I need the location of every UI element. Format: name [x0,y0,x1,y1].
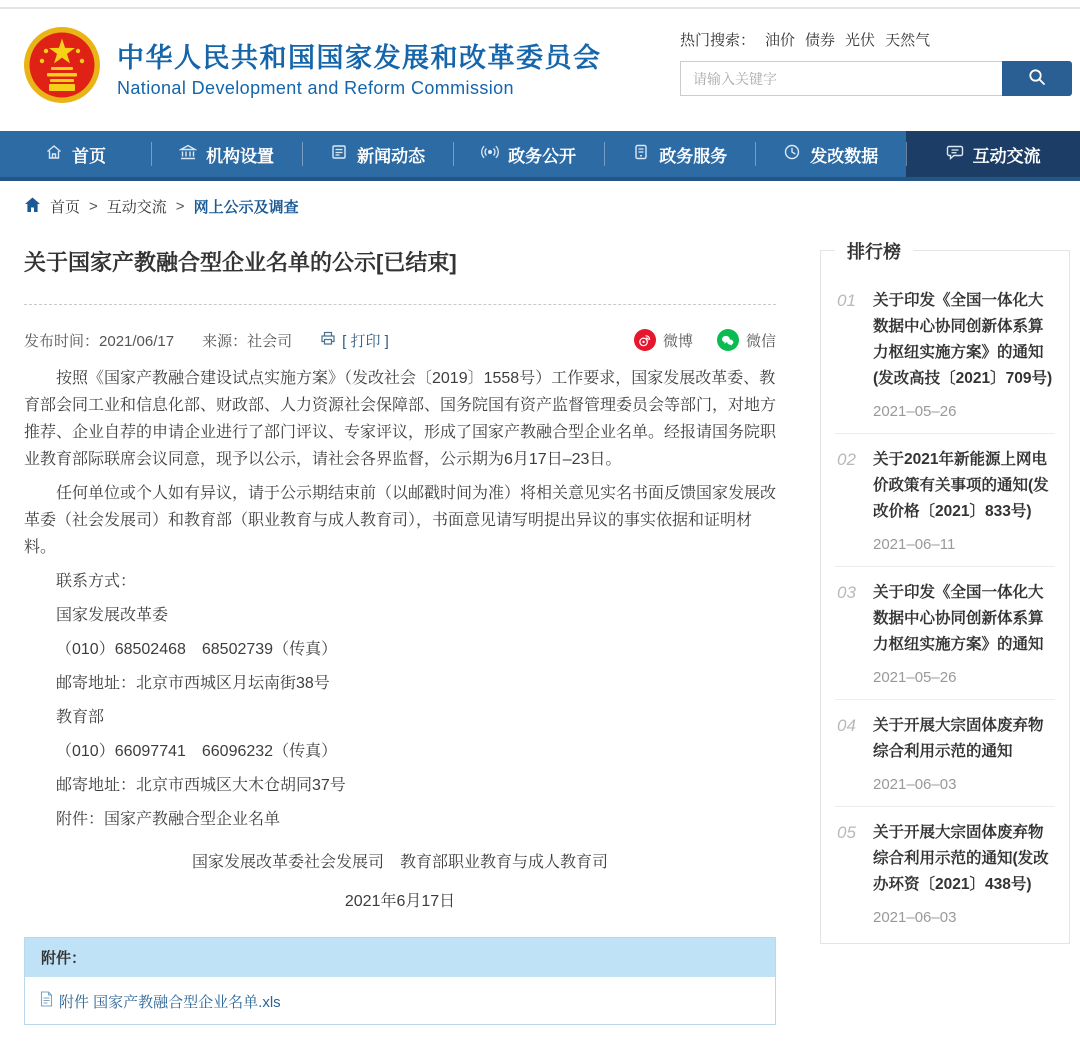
rank-date: 2021–05–26 [873,403,957,420]
nav-item-ndrc-data[interactable] [755,131,906,177]
rank-title-link[interactable]: 关于印发《全国一体化大数据中心协同创新体系算力枢纽实施方案》的通知 [873,584,1044,653]
rank-title-link[interactable]: 关于2021年新能源上网电价政策有关事项的通知(发改价格〔2021〕833号) [873,451,1049,520]
data-clock-icon [783,143,801,166]
search-icon [1027,67,1047,90]
file-icon [39,991,54,1012]
institution-icon [179,143,197,166]
ranking-item [835,434,1055,567]
article [24,230,776,1025]
source: 来源：社会司 [202,332,293,350]
site-header [0,9,1080,131]
article-body [24,365,776,833]
nav-item-gov-services[interactable] [604,131,755,177]
nav-item-gov-disclosure[interactable] [453,131,604,177]
search-input[interactable] [680,61,1002,96]
rank-number: 03 [837,583,856,602]
rank-number: 04 [837,716,856,735]
print-label: [ 打印 ] [342,332,389,350]
hot-search-item[interactable]: 光伏 [845,32,876,49]
article-paragraph: 邮寄地址：北京市西城区大木仓胡同37号 [56,777,346,794]
ranking-sidebar [820,242,1070,944]
breadcrumb-item-interaction[interactable]: 互动交流 [106,199,167,216]
breadcrumb [0,181,1080,230]
site-title-cn: 中华人民共和国国家发展和改革委员会 [117,43,602,73]
rank-title-link[interactable]: 关于开展大宗固体废弃物综合利用示范的通知(发改办环资〔2021〕438号) [873,824,1049,893]
wechat-icon [717,329,739,351]
dashed-divider [24,304,776,305]
article-paragraph: （010）68502468 68502739（传真） [56,641,338,658]
brand[interactable] [22,25,602,110]
attachment-box [24,937,776,1025]
nav-item-organization[interactable] [151,131,302,177]
ranking-item [835,567,1055,700]
hot-search-label: 热门搜索： [680,32,756,49]
ranking-item [835,700,1055,807]
hot-search-bar [680,29,1072,50]
breadcrumb-separator: > [89,198,98,215]
attachment-row [25,979,775,1024]
article-paragraph: 国家发展改革委 [56,607,169,624]
services-icon [632,143,650,166]
share-wechat[interactable] [717,329,776,351]
breadcrumb-item-home[interactable]: 首页 [50,199,81,216]
broadcast-icon [481,143,499,166]
attachment-link[interactable]: 附件 国家产教融合型企业名单.xls [59,994,281,1011]
print-button[interactable] [320,330,389,351]
nav-item-interaction[interactable] [906,131,1080,177]
ranking-item [835,807,1055,939]
rank-number: 05 [837,823,856,842]
hot-search-item[interactable]: 油价 [765,32,796,49]
rank-title-link[interactable]: 关于印发《全国一体化大数据中心协同创新体系算力枢纽实施方案》的通知(发改高技〔2021〕709号) [873,292,1053,387]
share-weibo[interactable] [634,329,693,351]
rank-date: 2021–05–26 [873,669,957,686]
hot-search-item[interactable]: 债券 [805,32,836,49]
nav-label: 互动交流 [972,146,1041,166]
article-paragraph: 附件：国家产教融合型企业名单 [56,811,281,828]
site-title-en: National Development and Reform Commission [117,78,514,98]
national-emblem-logo [22,25,102,110]
article-paragraph: 联系方式： [56,573,137,590]
search-button[interactable] [1002,61,1072,96]
breadcrumb-item-current[interactable]: 网上公示及调查 [193,199,299,216]
ranking-item [835,275,1055,434]
sidebar-title: 排行榜 [835,238,913,264]
nav-label: 发改数据 [810,146,879,166]
printer-icon [320,330,336,350]
nav-label: 政务服务 [659,146,728,166]
article-date: 2021年6月17日 [344,893,456,910]
attachment-header: 附件： [25,938,775,979]
breadcrumb-separator: > [175,198,185,215]
nav-item-news[interactable] [302,131,453,177]
rank-number: 02 [837,450,856,469]
weibo-icon [634,329,656,351]
nav-label: 首页 [72,146,107,166]
share-wechat-label[interactable]: 微信 [745,332,776,350]
article-title: 关于国家产教融合型企业名单的公示[已结束] [24,250,457,275]
main-nav [0,131,1080,181]
article-paragraph: （010）66097741 66096232（传真） [56,743,338,760]
nav-label: 新闻动态 [357,146,426,166]
nav-item-home[interactable] [0,131,151,177]
article-paragraph: 任何单位或个人如有异议，请于公示期结束前（以邮戳时间为准）将相关意见实名书面反馈国家发展改革委（社会发展司）和教育部（职业教育与成人教育司），书面意见请写明提出异议的事实依据和证明材料。 [24,485,777,556]
rank-title-link[interactable]: 关于开展大宗固体废弃物综合利用示范的通知 [873,717,1044,760]
article-signature: 国家发展改革委社会发展司 教育部职业教育与成人教育司 [191,854,608,871]
rank-date: 2021–06–03 [873,776,957,793]
rank-number: 01 [837,291,856,310]
chat-icon [946,143,964,166]
publish-time: 发布时间：2021/06/17 [24,332,175,350]
share-weibo-label[interactable]: 微博 [662,332,693,350]
article-paragraph: 教育部 [56,709,105,726]
rank-date: 2021–06–11 [873,536,956,553]
hot-search-item[interactable]: 天然气 [885,32,931,49]
article-meta [24,329,776,351]
share-bar [634,329,776,351]
page-top-divider [0,0,1080,9]
home-icon [45,143,63,166]
article-paragraph: 按照《国家产教融合建设试点实施方案》（发改社会〔2019〕1558号）工作要求，国家发展改革委、教育部会同工业和信息化部、财政部、人力资源社会保障部、国务院国有资产监督管理委员会等部门，对地方推荐、企业自荐的申请企业进行了部门评议、专家评议，形成了国家产教融合型企业名单。经报请国务院职业教育部际联席会议同意，现予以公示，请社会各界监督，公示期为6月17日–23日。 [24,370,777,468]
breadcrumb-home-icon [24,197,41,217]
rank-date: 2021–06–03 [873,909,957,926]
news-icon [330,143,348,166]
article-paragraph: 邮寄地址：北京市西城区月坛南街38号 [56,675,330,692]
nav-label: 机构设置 [206,146,275,166]
nav-label: 政务公开 [508,146,577,166]
